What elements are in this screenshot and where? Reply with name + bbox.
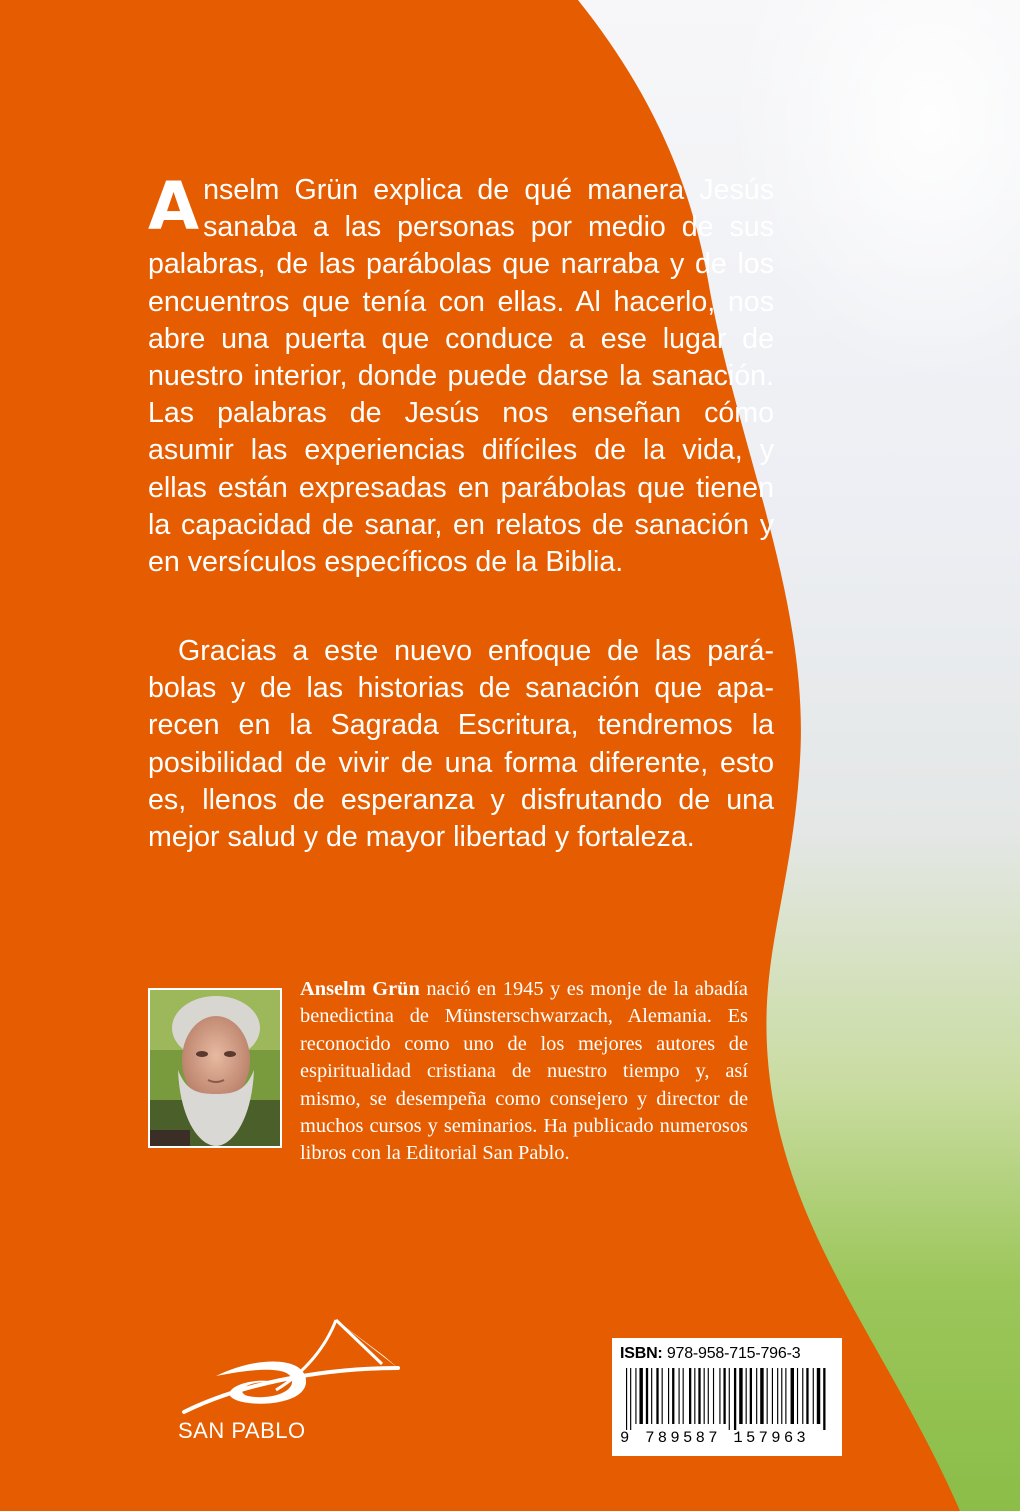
barcode-bar xyxy=(791,1368,794,1424)
barcode-bar xyxy=(723,1368,725,1424)
barcode-bar xyxy=(704,1368,705,1424)
barcode-bar xyxy=(626,1368,627,1430)
barcode-bar xyxy=(683,1368,684,1424)
barcode-bar xyxy=(760,1368,763,1424)
barcode-bar xyxy=(756,1368,757,1424)
barcode-icon xyxy=(620,1368,834,1430)
author-name: Anselm Grün xyxy=(300,978,420,1000)
barcode-bar xyxy=(797,1368,798,1424)
author-bio-text: nació en 1945 y es monje de la abadía benedictina de Münsterschwarzach, Alemania. Es reconocido como uno de los mejores autores de espiritualidad cristiana de nuestro tiempo y, así mismo, se desempeña como consejero y director de muchos cursos y seminarios. Ha publicado numerosos libros con la Editorial San Pablo. xyxy=(300,978,748,1165)
author-bio xyxy=(300,976,748,1168)
blurb-paragraph-1-text: nselm Grün explica de qué manera Jesús sanaba a las personas por medio de sus palabras, de las parábolas que narraba y de los encuentros que tenía con ellas. Al hacerlo, nos abre una puerta que conduce a ese lugar de nuestro interior, donde puede darse la sanación. Las palabras de Jesús nos enseñan cómo asumir las experiencias difíciles de la vida, y ellas están expresadas en parábolas que tienen la capacidad de sanar, en relatos de sanación y en versículos específicos de la Biblia. xyxy=(148,174,774,579)
barcode-bar xyxy=(802,1368,803,1424)
barcode-bar xyxy=(635,1368,636,1424)
barcode-bar xyxy=(781,1368,782,1424)
barcode-bar xyxy=(785,1368,786,1424)
author-portrait-icon xyxy=(150,990,280,1146)
barcode-bar xyxy=(656,1368,658,1424)
barcode-bar xyxy=(777,1368,778,1424)
barcode-bar xyxy=(694,1368,695,1424)
barcode-bar xyxy=(679,1368,680,1424)
barcode-bar xyxy=(817,1368,820,1424)
isbn-line xyxy=(620,1344,834,1364)
barcode-bar xyxy=(719,1368,720,1424)
barcode-bar xyxy=(734,1368,736,1430)
drop-cap: A xyxy=(148,168,200,245)
barcode-bar xyxy=(767,1368,768,1424)
barcode-bar xyxy=(746,1368,747,1424)
barcode-bar xyxy=(672,1368,674,1424)
publisher-name: SAN PABLO xyxy=(178,1418,306,1443)
barcode-bar xyxy=(639,1368,642,1424)
barcode-bar xyxy=(698,1368,700,1424)
author-photo xyxy=(148,988,282,1148)
barcode-bar xyxy=(646,1368,648,1424)
barcode-box xyxy=(612,1338,842,1456)
isbn-label: ISBN: xyxy=(620,1345,663,1362)
barcode-bar xyxy=(772,1368,773,1424)
barcode-bar xyxy=(739,1368,742,1424)
barcode-bar xyxy=(750,1368,752,1424)
barcode-digits: 9 789587 157963 xyxy=(620,1429,810,1447)
barcode-bar xyxy=(813,1368,814,1424)
barcode-bar xyxy=(651,1368,652,1424)
barcode-bar xyxy=(823,1368,825,1430)
isbn-number: 978-958-715-796-3 xyxy=(666,1345,801,1362)
blurb-paragraph-2: Gracias a este nuevo enfoque de las parábolas y de las historias de sanación que aparecen en la Sagrada Escritura, tendremos la posibilidad de vivir de una forma diferente, esto es, llenos de esperanza y disfrutando de una mejor salud y de mayor libertad y fortaleza. xyxy=(148,635,774,854)
barcode-bar xyxy=(729,1368,730,1430)
barcode-bar xyxy=(806,1368,808,1424)
barcode-bar xyxy=(708,1368,709,1424)
barcode-bar xyxy=(668,1368,669,1424)
barcode-bar xyxy=(689,1368,691,1424)
barcode-bar xyxy=(662,1368,663,1424)
blurb-paragraph-1 xyxy=(148,168,774,581)
barcode-bar xyxy=(713,1368,714,1424)
barcode-bar xyxy=(630,1368,631,1430)
